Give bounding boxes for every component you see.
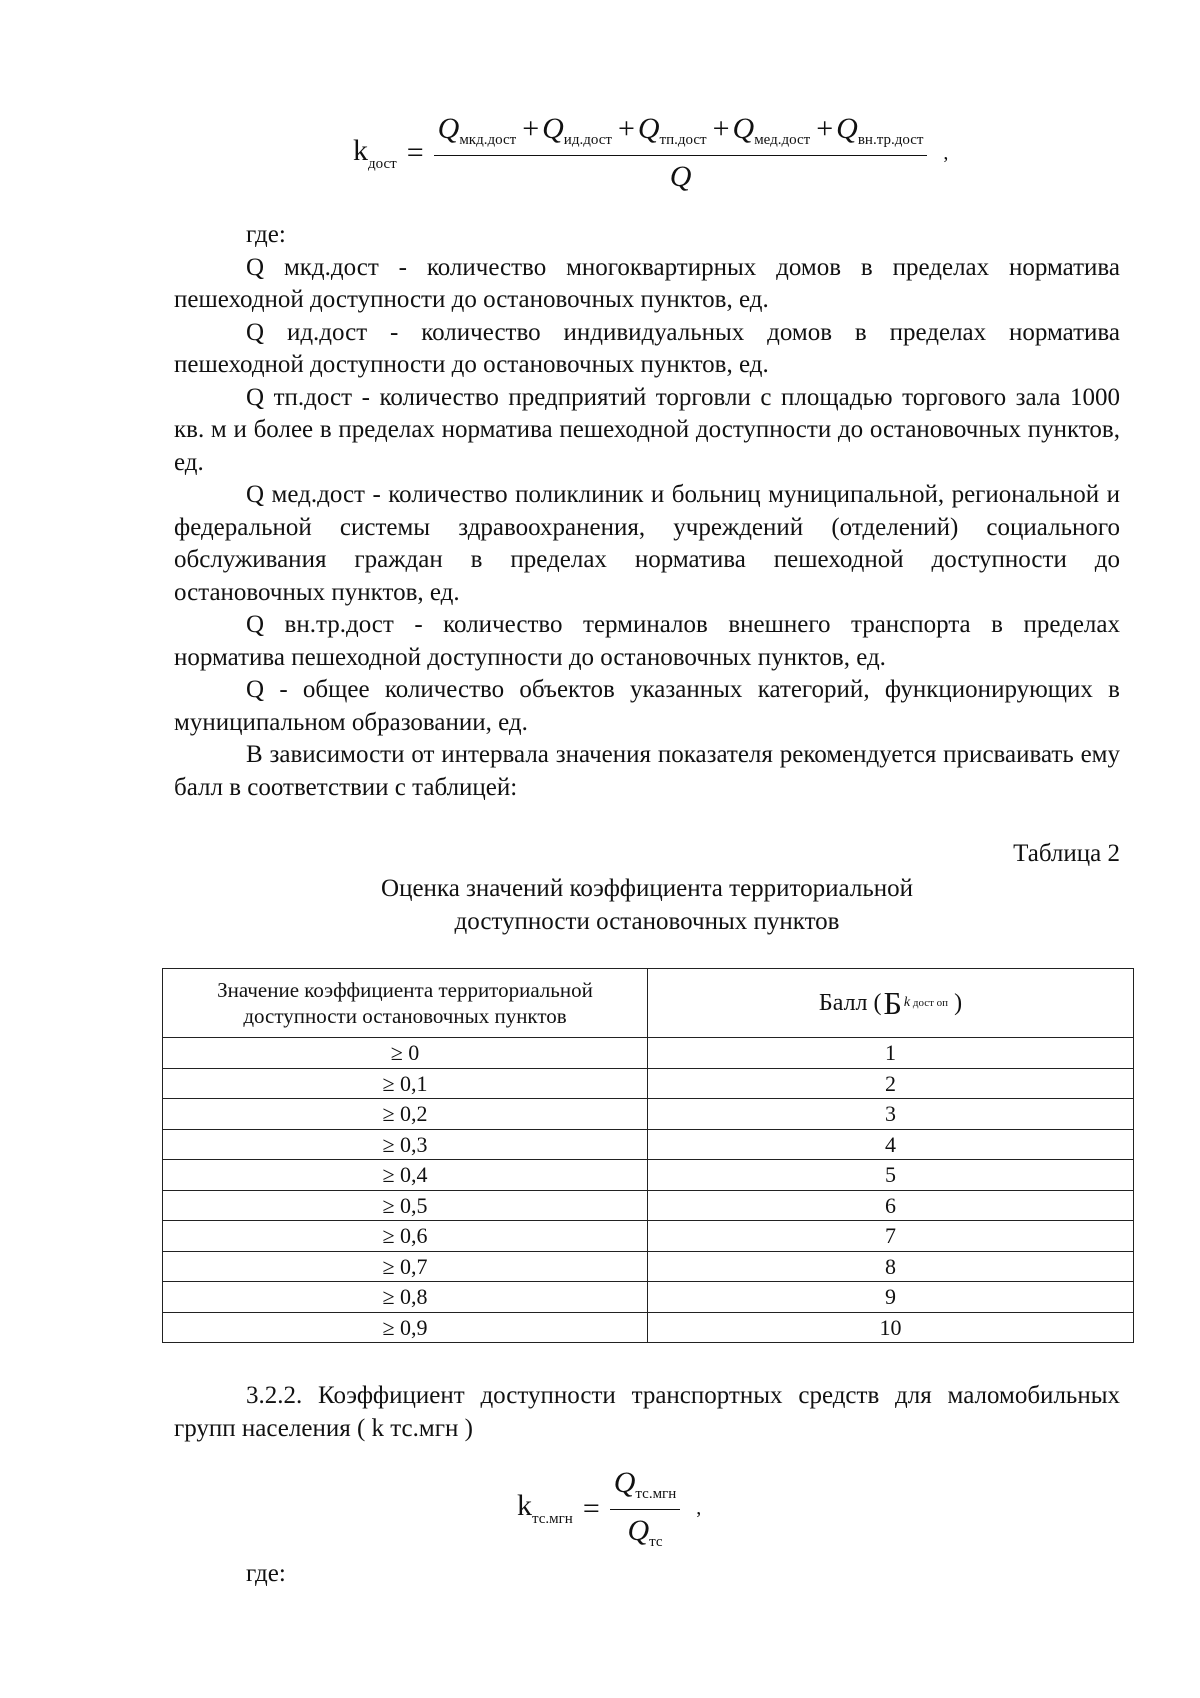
formula-comma: , [943,141,949,164]
table-row [163,1038,1134,1069]
cell-range: ≥ 0,2 [163,1099,648,1130]
table-row [163,1129,1134,1160]
header-coefficient-value: Значение коэффициента территориальной доступности остановочных пунктов [163,969,648,1038]
table-title-line1: Оценка значений коэффициента территориальной [381,875,913,902]
table-row [163,1160,1134,1191]
formula-k-ts-mgn [517,1466,701,1551]
section-3-2-2-heading: 3.2.2. Коэффициент доступности транспортных средств для маломобильных групп населения ( k тс.мгн ) [174,1382,1120,1442]
score-symbol: Б [883,985,902,1021]
cell-score: 9 [648,1282,1134,1313]
term-q-med: $Q_{мед.дост}$ [732,112,811,148]
where-label: где: [246,221,286,248]
where-label-2: где: [246,1560,286,1587]
formula-k-dost [353,112,948,194]
table-title-line2: доступности остановочных пунктов [454,908,840,935]
formula-comma: , [696,1497,702,1519]
paragraph-q-mkd: Q мкд.дост - количество многоквартирных домов в пределах норматива пешеходной доступности до остановочных пунктов, ед. [174,253,1120,313]
equals-sign: = [582,1491,600,1525]
cell-range: ≥ 0,6 [163,1221,648,1252]
fraction [434,112,928,194]
fraction [610,1466,681,1551]
formula-lhs: $k_{тс.мгн}$ [517,1489,573,1527]
plus-sign: + [816,112,834,145]
plus-sign: + [712,112,730,145]
paragraph-q-tp: Q тп.дост - количество предприятий торговли с площадью торгового зала 1000 кв. м и более в пределах норматива пешеходной доступности до остановочных пунктов, ед. [174,383,1120,476]
table-row [163,1282,1134,1313]
paragraph-q-total: Q - общее количество объектов указанных категорий, функционирующих в муниципальном образовании, ед. [174,676,1120,736]
fraction-numerator: $Q_{тс.мгн}$ [610,1466,681,1510]
cell-score: 3 [648,1099,1134,1130]
section-3-2-2 [174,1380,1120,1445]
table-row [163,1068,1134,1099]
paragraph-q-med: Q мед.дост - количество поликлиник и больниц муниципальной, региональной и федеральной системы здравоохранения, учреждений (отделений) социального обслуживания граждан в пределах норматива пешеходной доступности до остановочных пунктов, ед. [174,481,1120,606]
paragraph-q-vntr: Q вн.тр.дост - количество терминалов внешнего транспорта в пределах норматива пешеходной доступности до остановочных пунктов, ед. [174,611,1120,671]
paragraph-q-id: Q ид.дост - количество индивидуальных домов в пределах норматива пешеходной доступности до остановочных пунктов, ед. [174,318,1120,378]
paragraph-score-intro: В зависимости от интервала значения показателя рекомендуется присваивать ему балл в соответствии с таблицей: [174,741,1120,801]
table-title [174,872,1120,938]
cell-score: 5 [648,1160,1134,1191]
fraction-numerator [434,112,928,156]
fraction-denominator: Q [669,160,692,193]
cell-range: ≥ 0,3 [163,1129,648,1160]
table-row [163,1251,1134,1282]
cell-range: ≥ 0,5 [163,1190,648,1221]
term-q-tp: $Q_{тп.дост}$ [637,112,707,148]
cell-score: 1 [648,1038,1134,1069]
cell-score: 8 [648,1251,1134,1282]
table-row [163,1099,1134,1130]
table-row [163,1190,1134,1221]
fraction-denominator: $Q_{тс}$ [627,1514,663,1550]
definitions-block [174,219,1120,804]
score-table [162,968,1134,1343]
cell-range: ≥ 0,9 [163,1312,648,1343]
plus-sign: + [617,112,635,145]
cell-score: 7 [648,1221,1134,1252]
term-q-mkd: $Q_{мкд.дост}$ [437,112,517,148]
plus-sign: + [522,112,540,145]
cell-range: ≥ 0,1 [163,1068,648,1099]
term-q-id: $Q_{ид.дост}$ [542,112,612,148]
cell-score: 6 [648,1190,1134,1221]
cell-range: ≥ 0,8 [163,1282,648,1313]
cell-score: 4 [648,1129,1134,1160]
table-row [163,1312,1134,1343]
cell-score: 2 [648,1068,1134,1099]
cell-range: ≥ 0,4 [163,1160,648,1191]
formula-lhs: $k_{дост}$ [353,133,397,172]
equals-sign: = [406,136,424,169]
table-header-row [163,969,1134,1038]
term-q-vntr: $Q_{вн.тр.дост}$ [836,112,924,148]
cell-range: ≥ 0,7 [163,1251,648,1282]
header-score: Балл ( Б k дост оп ) [648,969,1134,1038]
cell-range: ≥ 0 [163,1038,648,1069]
table-number: Таблица 2 [1013,840,1120,867]
table-row [163,1221,1134,1252]
cell-score: 10 [648,1312,1134,1343]
